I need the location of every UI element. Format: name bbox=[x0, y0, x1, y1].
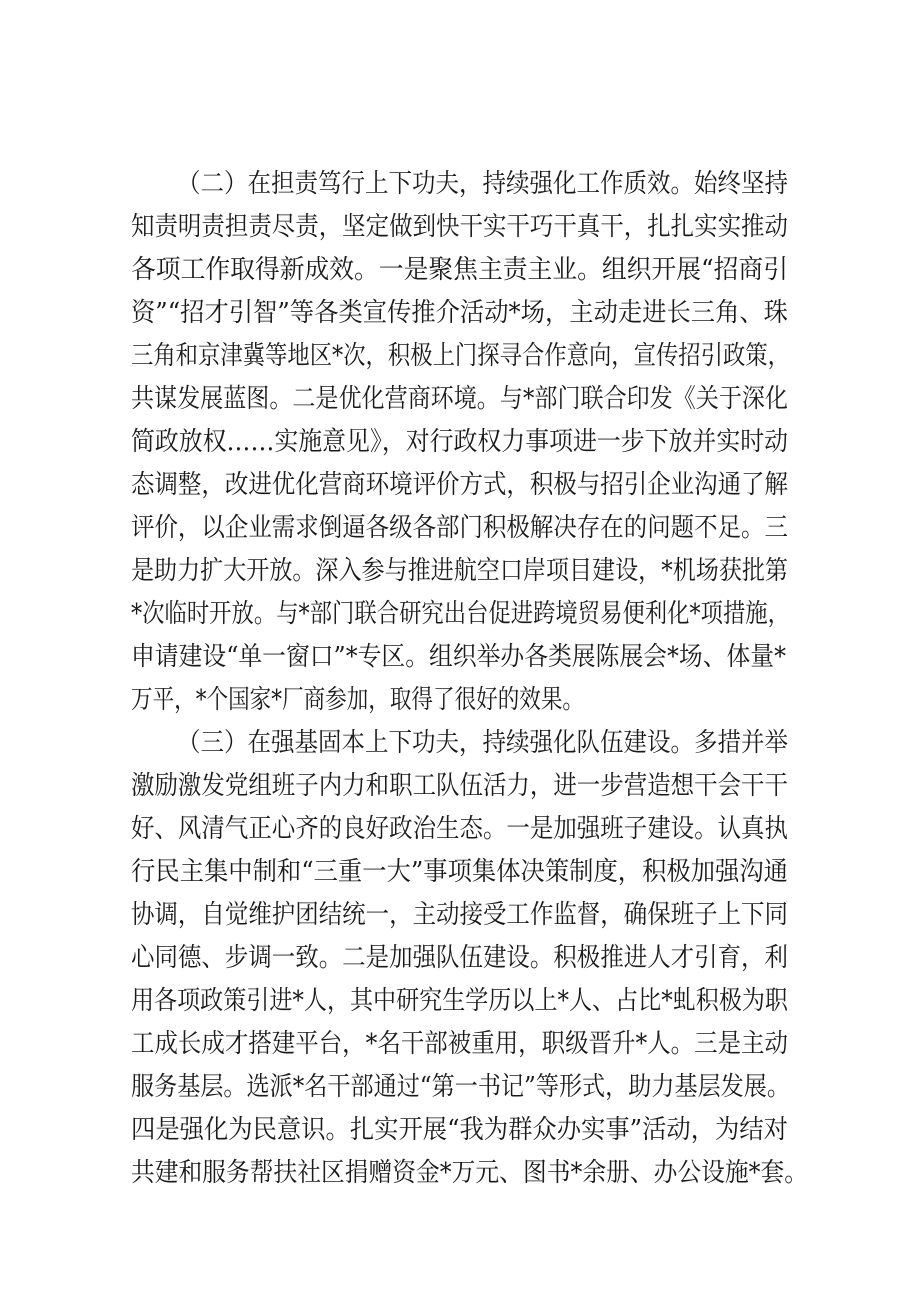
text-line: 简政放权……实施意见》，对行政权力事项进一步下放并实时动 bbox=[131, 427, 788, 457]
text-line: 知责明责担责尽责，坚定做到快干实干巧干真干，扎扎实实推动 bbox=[131, 212, 788, 242]
text-line: 万平，*个国家*厂商参加，取得了很好的效果。 bbox=[131, 685, 584, 715]
text-line: 是助力扩大开放。深入参与推进航空口岸项目建设，*机场获批第 bbox=[131, 556, 788, 586]
text-line: 资”“招才引智”等各类宣传推介活动*场，主动走进长三角、珠 bbox=[131, 298, 788, 328]
text-line: 共建和服务帮扶社区捐赠资金*万元、图书*余册、办公设施*套。 bbox=[131, 1158, 808, 1188]
text-line: 三角和京津冀等地区*次，积极上门探寻合作意向，宣传招引政策， bbox=[131, 341, 790, 371]
text-line: 申请建设“单一窗口”*专区。组织举办各类展陈展会*场、体量* bbox=[131, 642, 786, 672]
text-line: 态调整，改进优化营商环境评价方式，积极与招引企业沟通了解 bbox=[131, 470, 788, 500]
text-line: （三）在强基固本上下功夫，持续强化队伍建设。多措并举 bbox=[177, 728, 788, 758]
text-line: 评价，以企业需求倒逼各级各部门积极解决存在的问题不足。三 bbox=[131, 513, 788, 543]
text-line: 激励激发党组班子内力和职工队伍活力，进一步营造想干会干干 bbox=[131, 771, 788, 801]
text-line: 协调，自觉维护团结统一，主动接受工作监督，确保班子上下同 bbox=[131, 900, 788, 930]
text-line: 工成长成才搭建平台，*名干部被重用，职级晋升*人。三是主动 bbox=[131, 1029, 788, 1059]
text-line: 行民主集中制和“三重一大”事项集体决策制度，积极加强沟通 bbox=[131, 857, 788, 887]
text-line: （二）在担责笃行上下功夫，持续强化工作质效。始终坚持 bbox=[177, 169, 788, 199]
text-line: 用各项政策引进*人，其中研究生学历以上*人、占比*虬积极为职 bbox=[131, 986, 788, 1016]
text-line: 各项工作取得新成效。一是聚焦主责主业。组织开展“招商引 bbox=[131, 255, 788, 285]
text-line: 共谋发展蓝图。二是优化营商环境。与*部门联合印发《关于深化 bbox=[131, 384, 788, 414]
text-line: 心同德、步调一致。二是加强队伍建设。积极推进人才引育，利 bbox=[131, 943, 788, 973]
text-line: *次临时开放。与*部门联合研究出台促进跨境贸易便利化*项措施， bbox=[131, 599, 790, 629]
text-line: 四是强化为民意识。扎实开展“我为群众办实事”活动，为结对 bbox=[131, 1115, 788, 1145]
text-line: 服务基层。选派*名干部通过“第一书记”等形式，助力基层发展。 bbox=[131, 1072, 790, 1102]
text-line: 好、风清气正心齐的良好政治生态。一是加强班子建设。认真执 bbox=[131, 814, 788, 844]
